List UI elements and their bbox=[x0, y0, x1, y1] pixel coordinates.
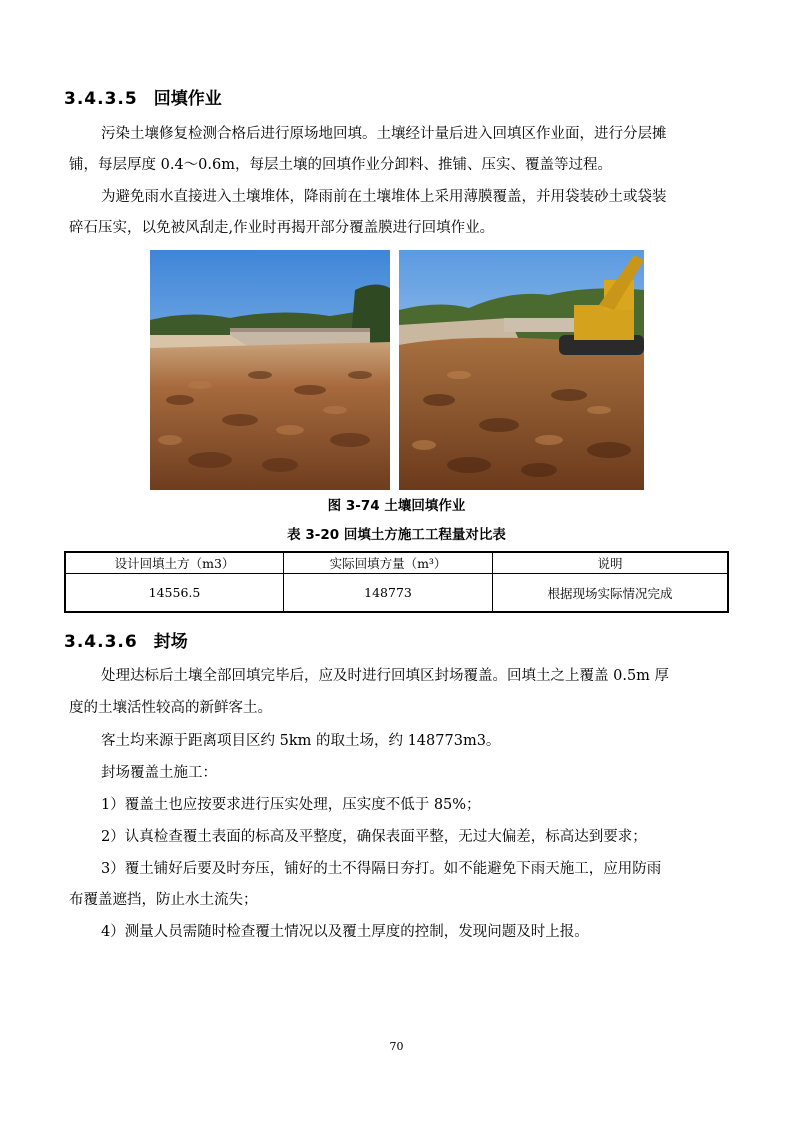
table-header-cell: 实际回填方量（m³） bbox=[284, 552, 493, 574]
table-header-row bbox=[65, 552, 728, 574]
section-number: 3.4.3.6 bbox=[64, 632, 138, 652]
paragraph-line: 封场覆盖土施工： bbox=[101, 765, 217, 781]
photo-backfill-site-1 bbox=[150, 250, 390, 490]
photo-backfill-site-1-image bbox=[150, 250, 390, 490]
table-cell: 根据现场实际情况完成 bbox=[493, 574, 729, 613]
list-item-continuation: 布覆盖遮挡，防止水土流失； bbox=[69, 892, 258, 908]
table-row bbox=[65, 574, 728, 613]
table-header-cell: 设计回填土方（m3） bbox=[65, 552, 284, 574]
paragraph-line: 处理达标后土壤全部回填完毕后，应及时进行回填区封场覆盖。回填土之上覆盖 0.5m 厚 bbox=[101, 668, 670, 684]
section-title: 回填作业 bbox=[153, 89, 222, 109]
section-heading-3-4-3-6 bbox=[64, 627, 188, 652]
table-caption: 表 3-20 回填土方施工工程量对比表 bbox=[287, 527, 506, 543]
paragraph-line: 客土均来源于距离项目区约 5km 的取土场，约 148773m3。 bbox=[101, 733, 501, 749]
table-cell: 14556.5 bbox=[65, 574, 284, 613]
paragraph-line: 为避免雨水直接进入土壤堆体，降雨前在土壤堆体上采用薄膜覆盖，并用袋装砂土或袋装 bbox=[101, 189, 667, 205]
photo-backfill-site-2-image bbox=[399, 250, 644, 490]
paragraph-line: 度的土壤活性较高的新鲜客土。 bbox=[69, 700, 272, 716]
figure-caption: 图 3-74 土壤回填作业 bbox=[327, 498, 466, 514]
section-title: 封场 bbox=[153, 632, 188, 652]
section-number: 3.4.3.5 bbox=[64, 89, 138, 109]
list-item: 1）覆盖土也应按要求进行压实处理，压实度不低于 85%； bbox=[101, 797, 481, 813]
paragraph-line: 铺，每层厚度 0.4～0.6m，每层土壤的回填作业分卸料、推铺、压实、覆盖等过程。 bbox=[69, 157, 612, 173]
list-item: 4）测量人员需随时检查覆土情况以及覆土厚度的控制，发现问题及时上报。 bbox=[101, 924, 589, 940]
table-cell: 148773 bbox=[284, 574, 493, 613]
list-item: 3）覆土铺好后要及时夯压，铺好的土不得隔日夯打。如不能避免下雨天施工，应用防雨 bbox=[101, 861, 662, 877]
section-heading-3-4-3-5 bbox=[64, 84, 222, 109]
table-header-cell: 说明 bbox=[493, 552, 729, 574]
page-number: 70 bbox=[389, 1040, 404, 1053]
paragraph-line: 污染土壤修复检测合格后进行原场地回填。土壤经计量后进入回填区作业面，进行分层摊 bbox=[101, 126, 667, 142]
photo-backfill-site-2 bbox=[399, 250, 644, 490]
backfill-comparison-table bbox=[64, 551, 729, 613]
list-item: 2）认真检查覆土表面的标高及平整度，确保表面平整，无过大偏差，标高达到要求； bbox=[101, 829, 647, 845]
paragraph-line: 碎石压实，以免被风刮走,作业时再揭开部分覆盖膜进行回填作业。 bbox=[69, 220, 495, 236]
